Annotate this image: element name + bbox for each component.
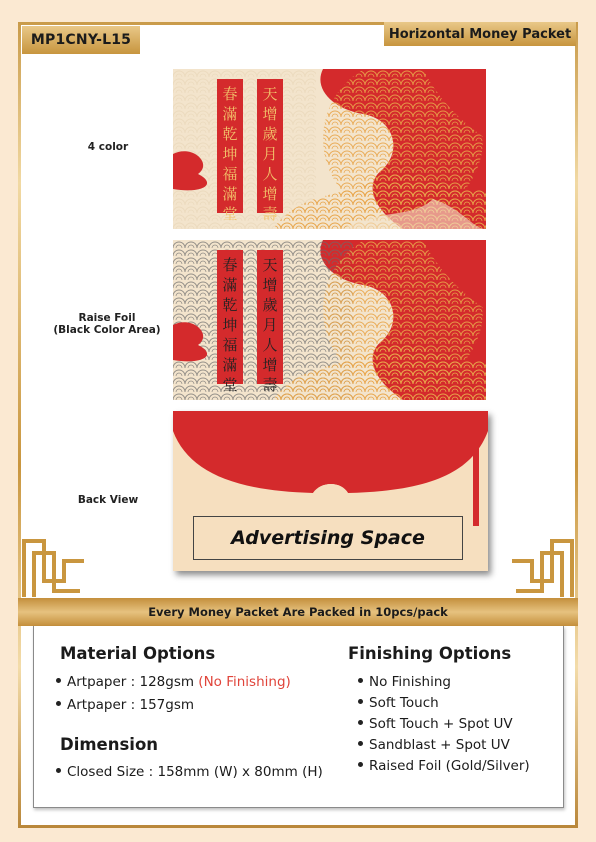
product-code: MP1CNY-L15 (22, 26, 140, 54)
packing-banner: Every Money Packet Are Packed in 10pcs/pack (18, 598, 578, 626)
couplet-left-char: 堂 (222, 205, 238, 223)
foil-left-char: 坤 (222, 316, 238, 334)
finishing-item (358, 716, 513, 732)
foil-right-char: 增 (262, 356, 278, 374)
couplet-left-char: 乾 (222, 125, 238, 143)
view-label-raise-foil (52, 312, 162, 336)
couplet-left-char: 坤 (222, 145, 238, 163)
packet-front-raise-foil (173, 240, 486, 400)
foil-right-char: 天 (262, 256, 278, 274)
view-label-back: Back View (77, 494, 139, 506)
couplet-right-char: 月 (262, 145, 278, 163)
bullet-icon (56, 701, 61, 706)
dimension-title: Dimension (60, 735, 159, 754)
finishing-item-text: Sandblast + Spot UV (369, 737, 510, 753)
packet-back-view (173, 411, 488, 571)
couplet-left-char: 春 (222, 85, 238, 103)
foil-right-char: 月 (262, 316, 278, 334)
dimension-item-text: Closed Size : 158mm (W) x 80mm (H) (67, 764, 323, 780)
finishing-item (358, 674, 451, 690)
foil-left-char: 滿 (222, 356, 238, 374)
couplet-right-char: 增 (262, 185, 278, 203)
foil-right-char: 增 (262, 276, 278, 294)
couplet-right-char: 增 (262, 105, 278, 123)
finishing-item (358, 737, 510, 753)
bullet-icon (358, 720, 363, 725)
packet-front-4color (173, 69, 486, 229)
view-label-4color: 4 color (87, 141, 129, 153)
bullet-icon (358, 741, 363, 746)
finishing-item-text: Raised Foil (Gold/Silver) (369, 758, 530, 774)
foil-left-char: 堂 (222, 376, 238, 394)
foil-left-char: 福 (222, 336, 238, 354)
material-title: Material Options (60, 644, 216, 663)
couplet-right-char: 壽 (262, 205, 278, 223)
raise-foil-line1: Raise Foil (78, 312, 136, 324)
product-type-title: Horizontal Money Packet (384, 22, 576, 46)
finishing-item (358, 695, 439, 711)
bullet-icon (56, 768, 61, 773)
raise-foil-line2: (Black Color Area) (53, 324, 161, 336)
material-item (56, 697, 194, 713)
finishing-item-text: Soft Touch (369, 695, 439, 711)
foil-right-char: 人 (262, 336, 278, 354)
corner-ornament-left (20, 533, 90, 599)
couplet-right-char: 歲 (262, 125, 278, 143)
material-item-note: (No Finishing) (198, 674, 291, 690)
bullet-icon (358, 762, 363, 767)
foil-left-char: 春 (222, 256, 238, 274)
foil-right-char: 歲 (262, 296, 278, 314)
advertising-space: Advertising Space (193, 516, 463, 560)
foil-left-char: 乾 (222, 296, 238, 314)
material-item (56, 674, 291, 690)
couplet-right-char: 人 (262, 165, 278, 183)
bullet-icon (56, 678, 61, 683)
couplet-left-char: 滿 (222, 185, 238, 203)
finishing-title: Finishing Options (348, 644, 512, 663)
dimension-item (56, 764, 323, 780)
finishing-item-text: No Finishing (369, 674, 451, 690)
bullet-icon (358, 678, 363, 683)
material-item-text: Artpaper : 128gsm (67, 674, 199, 690)
foil-left-char: 滿 (222, 276, 238, 294)
couplet-left-char: 福 (222, 165, 238, 183)
material-item-text: Artpaper : 157gsm (67, 697, 194, 713)
couplet-left-char: 滿 (222, 105, 238, 123)
finishing-item-text: Soft Touch + Spot UV (369, 716, 513, 732)
foil-right-char: 壽 (262, 376, 278, 394)
bullet-icon (358, 699, 363, 704)
finishing-item (358, 758, 530, 774)
corner-ornament-right (506, 533, 576, 599)
couplet-right-char: 天 (262, 85, 278, 103)
